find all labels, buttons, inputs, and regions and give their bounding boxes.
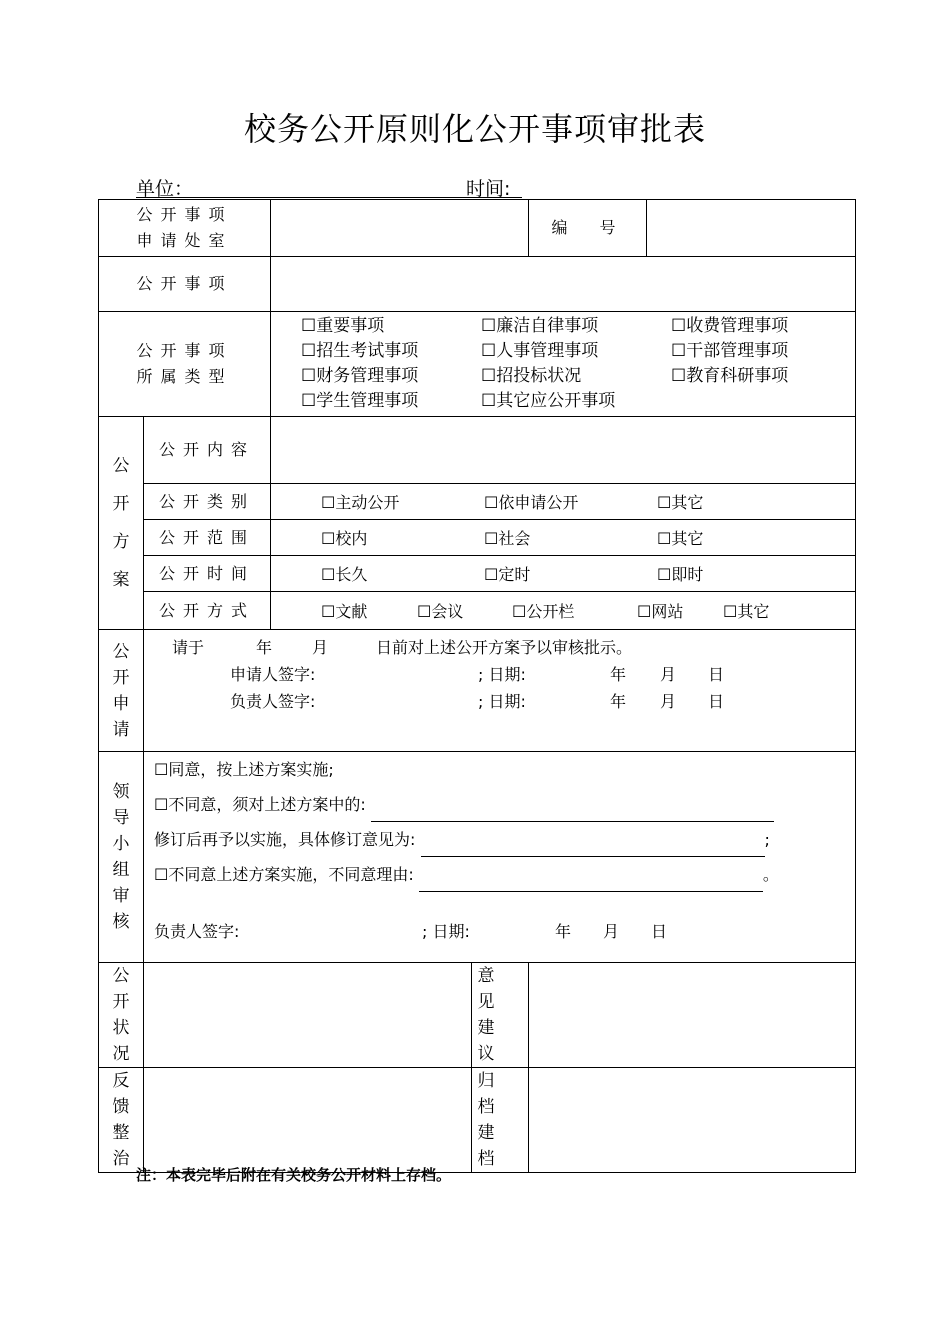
review-char: 组 — [112, 860, 130, 880]
category-checkbox[interactable]: ☐依申请公开 — [484, 493, 579, 512]
year-label: 年 — [610, 665, 627, 684]
type-checkbox[interactable]: ☐廉洁自律事项 — [481, 316, 599, 336]
archive-char: 归 — [477, 1071, 495, 1091]
type-label-line1: 公开事项 — [136, 341, 233, 360]
archive-char: 建 — [477, 1123, 495, 1143]
apply-char: 公 — [112, 641, 130, 662]
review-vertical-label — [99, 752, 144, 963]
date-label: ; 日期: — [478, 692, 526, 711]
apply-text: 年 — [256, 638, 273, 657]
time-checkbox[interactable]: ☐即时 — [657, 565, 704, 584]
status-field[interactable] — [144, 963, 472, 1068]
type-checkbox[interactable]: ☐人事管理事项 — [481, 341, 599, 361]
approval-form-table — [98, 199, 856, 1173]
type-checkbox[interactable]: ☐招生考试事项 — [301, 341, 419, 361]
archive-char: 档 — [477, 1097, 495, 1117]
type-options-row — [301, 314, 855, 339]
scope-checkbox[interactable]: ☐校内 — [321, 529, 368, 548]
review-disagree[interactable]: ☐不同意，须对上述方案中的: — [154, 795, 366, 814]
revise-blank[interactable] — [421, 832, 765, 857]
archive-field[interactable] — [529, 1068, 856, 1173]
apply-text: 月 — [312, 638, 329, 657]
archive-char: 档 — [477, 1149, 495, 1169]
opinion-field[interactable] — [529, 963, 856, 1068]
status-char: 开 — [112, 992, 130, 1012]
feedback-char: 整 — [112, 1123, 130, 1143]
status-char: 状 — [112, 1018, 130, 1038]
item-label: 公开事项 — [99, 257, 271, 312]
type-checkbox[interactable]: ☐教育科研事项 — [671, 366, 789, 386]
feedback-char: 治 — [112, 1149, 130, 1169]
opinion-chars — [472, 963, 500, 1067]
month-label: 月 — [603, 922, 620, 941]
time-checkbox[interactable]: ☐定时 — [484, 565, 531, 584]
review-char: 领 — [112, 782, 130, 802]
category-options — [271, 484, 856, 520]
day-label: 日 — [708, 665, 725, 684]
type-checkbox[interactable]: ☐其它应公开事项 — [481, 391, 616, 411]
method-checkbox[interactable]: ☐文献 — [321, 602, 368, 621]
unit-label: 单位： — [136, 178, 194, 200]
plan-char: 案 — [112, 570, 130, 590]
type-checkbox[interactable]: ☐财务管理事项 — [301, 366, 419, 386]
type-options-row — [301, 389, 855, 414]
opinion-char: 见 — [477, 992, 495, 1012]
type-checkbox[interactable]: ☐学生管理事项 — [301, 391, 419, 411]
reject-blank[interactable] — [419, 867, 763, 892]
disagree-blank[interactable] — [371, 797, 774, 822]
feedback-field[interactable] — [144, 1068, 472, 1173]
date-label: ; 日期: — [478, 665, 526, 684]
apply-cell — [144, 630, 856, 752]
feedback-vertical-label — [99, 1068, 144, 1173]
type-options — [271, 312, 856, 417]
category-label: 公开类别 — [144, 484, 271, 520]
page-title: 校务公开原则化公开事项审批表 — [243, 110, 706, 148]
review-disagree-line — [154, 787, 855, 822]
apply-char: 申 — [112, 693, 130, 714]
time-checkbox[interactable]: ☐长久 — [321, 565, 368, 584]
apply-request-line — [172, 634, 855, 661]
dept-label-line1: 公开事项 — [136, 205, 233, 224]
method-label: 公开方式 — [144, 592, 271, 630]
review-revise: 修订后再予以实施，具体修订意见为: — [154, 830, 416, 849]
review-char: 小 — [112, 834, 130, 854]
type-options-row — [301, 364, 855, 389]
content-field[interactable] — [271, 417, 856, 484]
time-label: 时间: — [466, 178, 511, 200]
method-options — [271, 592, 856, 630]
review-char: 审 — [112, 886, 130, 906]
review-revise-line — [154, 822, 855, 857]
status-char: 况 — [112, 1044, 130, 1064]
plan-char: 开 — [112, 494, 130, 514]
dept-label-line2: 申请处室 — [136, 231, 233, 250]
number-label: 编 号 — [529, 200, 647, 257]
category-checkbox[interactable]: ☐其它 — [657, 493, 704, 512]
type-label-cell — [99, 312, 271, 417]
archive-chars — [472, 1068, 500, 1172]
opinion-char: 议 — [477, 1044, 495, 1064]
review-reject[interactable]: ☐不同意上述方案实施，不同意理由: — [154, 865, 414, 884]
type-checkbox[interactable]: ☐招投标状况 — [481, 366, 582, 386]
reject-end: 。 — [762, 865, 779, 884]
applicant-sign-label: 申请人签字: — [230, 665, 316, 684]
feedback-char: 反 — [112, 1071, 130, 1091]
apply-char: 开 — [112, 667, 130, 688]
number-field[interactable] — [647, 200, 856, 257]
opinion-char: 建 — [477, 1018, 495, 1038]
review-char: 核 — [112, 912, 130, 932]
dept-label-cell — [99, 200, 271, 257]
time-options — [271, 556, 856, 592]
plan-vertical-label — [99, 417, 144, 630]
manager-sign-line — [172, 688, 855, 715]
applicant-sign-line — [172, 661, 855, 688]
revise-end: ; — [764, 830, 770, 849]
feedback-char: 馈 — [112, 1097, 130, 1117]
date-label: ; 日期: — [422, 922, 470, 941]
scope-label: 公开范围 — [144, 520, 271, 556]
footnote: 注：本表完毕后附在有关校务公开材料上存档。 — [136, 1166, 452, 1184]
item-field[interactable] — [271, 257, 856, 312]
type-label-line2: 所属类型 — [136, 367, 233, 386]
status-char: 公 — [112, 966, 130, 986]
opinion-vertical-label — [472, 963, 529, 1068]
method-checkbox[interactable]: ☐公开栏 — [512, 602, 575, 621]
method-checkbox[interactable]: ☐网站 — [637, 602, 684, 621]
apply-vertical-label — [99, 630, 144, 752]
review-cell — [144, 752, 856, 963]
apply-text: 日前对上述公开方案予以审核批示。 — [376, 638, 633, 657]
dept-field[interactable] — [271, 200, 529, 257]
category-checkbox[interactable]: ☐主动公开 — [321, 493, 400, 512]
scope-checkbox[interactable]: ☐其它 — [657, 529, 704, 548]
type-checkbox[interactable]: ☐干部管理事项 — [671, 341, 789, 361]
manager-sign-label: 负责人签字: — [230, 692, 316, 711]
day-label: 日 — [651, 922, 668, 941]
review-agree[interactable]: ☐同意，按上述方案实施; — [154, 760, 334, 779]
review-sign-line — [154, 914, 855, 949]
type-checkbox[interactable]: ☐重要事项 — [301, 316, 385, 336]
apply-char: 请 — [112, 719, 130, 740]
day-label: 日 — [708, 692, 725, 711]
month-label: 月 — [660, 665, 677, 684]
review-char: 导 — [112, 808, 130, 828]
type-options-row — [301, 339, 855, 364]
method-checkbox[interactable]: ☐会议 — [417, 602, 464, 621]
scope-options — [271, 520, 856, 556]
method-checkbox[interactable]: ☐其它 — [723, 602, 770, 621]
type-checkbox[interactable]: ☐收费管理事项 — [671, 316, 789, 336]
plan-char: 方 — [112, 532, 130, 552]
status-vertical-label — [99, 963, 144, 1068]
month-label: 月 — [660, 692, 677, 711]
opinion-char: 意 — [477, 966, 495, 986]
review-reject-line — [154, 857, 855, 892]
plan-char: 公 — [112, 456, 130, 476]
year-label: 年 — [555, 922, 572, 941]
archive-vertical-label — [472, 1068, 529, 1173]
scope-checkbox[interactable]: ☐社会 — [484, 529, 531, 548]
apply-text: 请于 — [172, 638, 205, 657]
time-label: 公开时间 — [144, 556, 271, 592]
header-underline — [136, 197, 522, 198]
year-label: 年 — [610, 692, 627, 711]
review-sign-label: 负责人签字: — [154, 922, 240, 941]
content-label: 公开内容 — [144, 417, 271, 484]
